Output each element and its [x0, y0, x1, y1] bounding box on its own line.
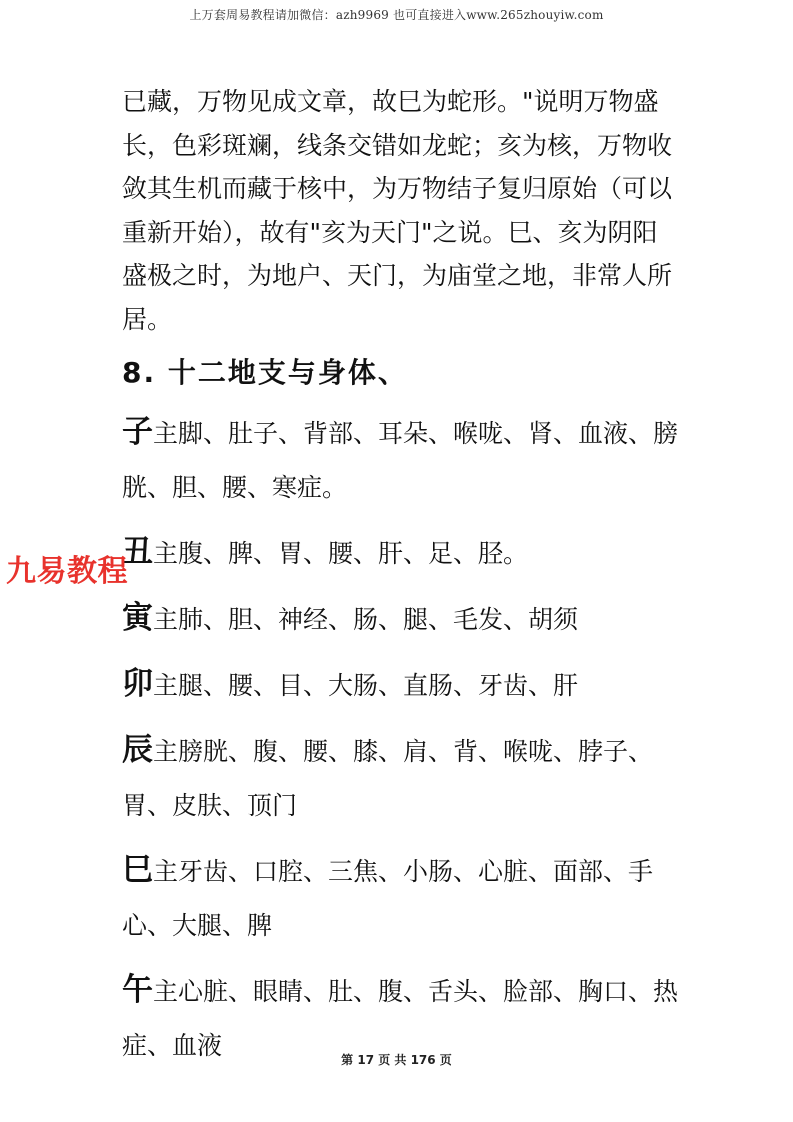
branch-label: 辰: [122, 732, 153, 768]
branch-label: 寅: [122, 600, 153, 636]
branch-label: 巳: [122, 852, 153, 888]
entry-text: 主腿、腰、目、大肠、直肠、牙齿、肝: [153, 671, 579, 700]
entry-text: 主肺、胆、神经、肠、腿、毛发、胡须: [153, 605, 579, 634]
branch-label: 丑: [122, 534, 153, 570]
entry-text: 主牙齿、口腔、三焦、小肠、心脏、面部、手心、大腿、脾: [122, 857, 654, 940]
body-entry-chou: [122, 525, 682, 581]
entry-text: 主脚、肚子、背部、耳朵、喉咙、肾、血液、膀胱、胆、腰、寒症。: [122, 419, 679, 502]
section-heading: 8. 十二地支与身体、: [122, 356, 408, 389]
entry-text: 主腹、脾、胃、腰、肝、足、胫。: [153, 539, 529, 568]
branch-label: 午: [122, 972, 153, 1008]
branch-label: 卯: [122, 666, 153, 702]
page-number-footer: 第 17 页 共 176 页: [341, 1053, 452, 1067]
body-entry-yin: [122, 591, 682, 647]
intro-paragraph: 已藏，万物见成文章，故巳为蛇形。"说明万物盛长，色彩斑斓，线条交错如龙蛇；亥为核，万物收敛其生机而藏于核中，为万物结子复归原始（可以重新开始），故有"亥为天门"之说。巳、亥为阴阳盛极之时，为地户、天门，为庙堂之地，非常人所居。: [122, 87, 673, 334]
watermark-logo: 九易教程: [6, 554, 128, 589]
entry-text: 主心脏、眼睛、肚、腹、舌头、脸部、胸口、热症、血液: [122, 977, 679, 1060]
page-content: [122, 80, 682, 1073]
header-banner: 上万套周易教程请加微信：azh9969 也可直接进入www.265zhouyiw.com: [189, 8, 604, 22]
body-entry-mao: [122, 657, 682, 713]
branch-label: 子: [122, 414, 153, 450]
body-entry-si: [122, 843, 682, 953]
body-entry-zi: [122, 405, 682, 515]
entry-text: 主膀胱、腹、腰、膝、肩、背、喉咙、脖子、胃、皮肤、顶门: [122, 737, 654, 820]
body-entry-chen: [122, 723, 682, 833]
